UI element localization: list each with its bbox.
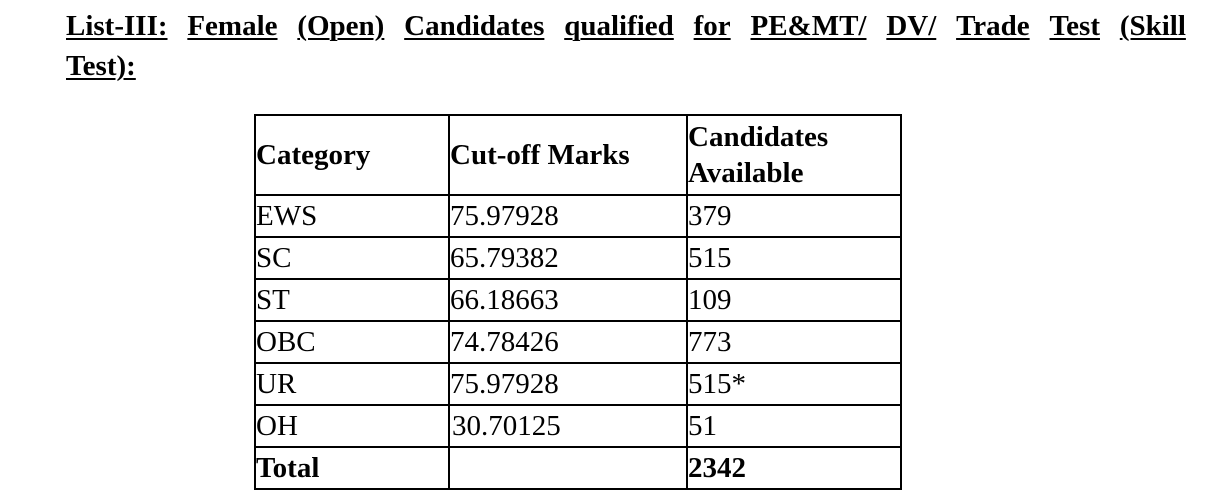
header-candidates-line-2: Available (688, 157, 804, 189)
header-cutoff-marks: Cut-off Marks (449, 115, 687, 195)
cutoff-table (254, 114, 902, 490)
heading-word: qualified (564, 10, 674, 42)
table-row (255, 279, 901, 321)
heading-word: (Open) (297, 10, 385, 42)
cell-candidates: 515* (687, 363, 901, 405)
cell-cutoff: 65.79382 (449, 237, 687, 279)
heading-word: PE&MT/ (750, 10, 867, 42)
cell-category: EWS (255, 195, 449, 237)
heading-word: DV/ (886, 10, 937, 42)
heading-word: Candidates (404, 10, 545, 42)
cell-candidates: 379 (687, 195, 901, 237)
cell-candidates: 51 (687, 405, 901, 447)
heading-line-2: Test): (66, 50, 136, 82)
cell-cutoff: 74.78426 (449, 321, 687, 363)
heading-word: List-III: (66, 10, 168, 42)
total-cutoff (449, 447, 687, 489)
cell-candidates: 515 (687, 237, 901, 279)
cell-candidates: 773 (687, 321, 901, 363)
cell-category: OH (255, 405, 449, 447)
heading-word: Trade (956, 10, 1030, 42)
cell-category: UR (255, 363, 449, 405)
header-category: Category (255, 115, 449, 195)
table-row (255, 195, 901, 237)
heading-line-1 (66, 6, 1186, 46)
cell-category: ST (255, 279, 449, 321)
cell-category: SC (255, 237, 449, 279)
table-row (255, 321, 901, 363)
cell-cutoff: 75.97928 (449, 363, 687, 405)
total-label: Total (255, 447, 449, 489)
total-candidates: 2342 (687, 447, 901, 489)
list-heading (66, 6, 1186, 86)
heading-word: (Skill (1119, 10, 1186, 42)
cell-cutoff: 66.18663 (449, 279, 687, 321)
table-row (255, 363, 901, 405)
cell-candidates: 109 (687, 279, 901, 321)
header-candidates-line-1: Candidates (688, 121, 829, 153)
table-header-row (255, 115, 901, 195)
heading-word: for (693, 10, 731, 42)
cell-cutoff: 75.97928 (449, 195, 687, 237)
heading-word: Female (187, 10, 278, 42)
table-total-row (255, 447, 901, 489)
heading-word: Test (1049, 10, 1100, 42)
table-row (255, 237, 901, 279)
header-candidates-available (687, 115, 901, 195)
table-row (255, 405, 901, 447)
cell-cutoff: 30.70125 (449, 405, 687, 447)
cell-category: OBC (255, 321, 449, 363)
